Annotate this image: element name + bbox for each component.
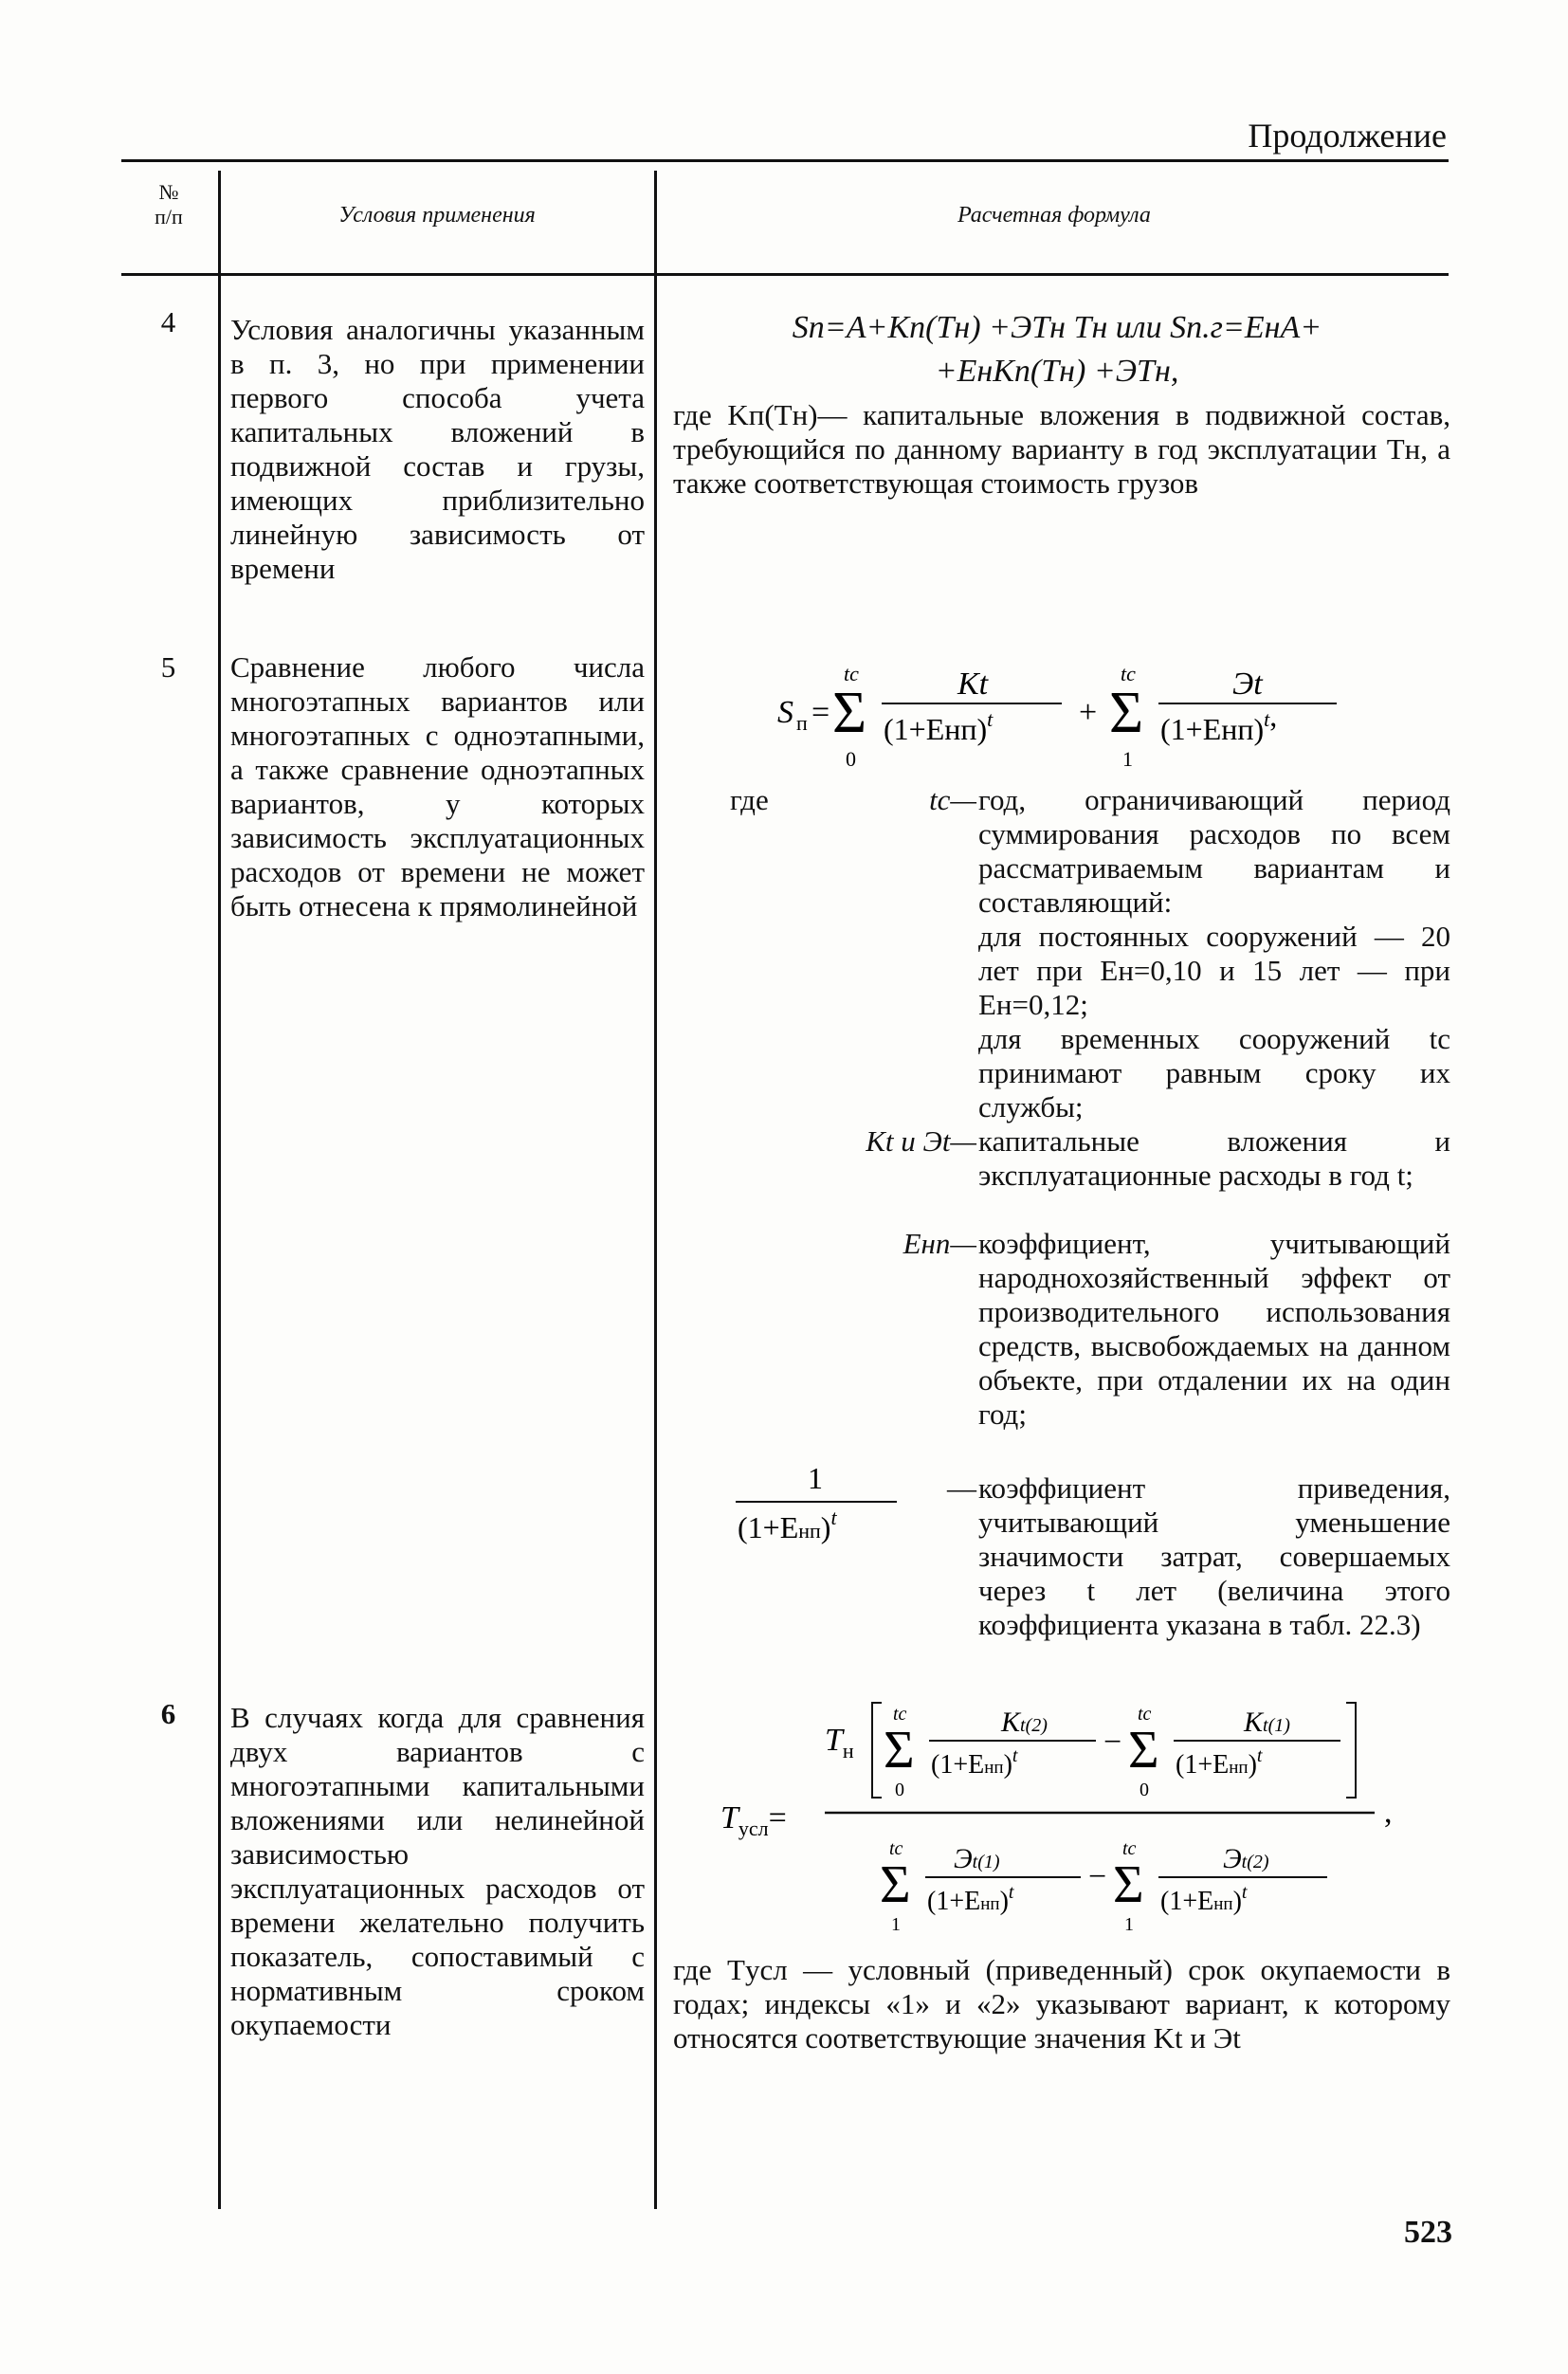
column-divider-1 <box>218 171 221 2209</box>
num-frac-2-num: Kt(1) <box>1244 1707 1290 1738</box>
row-5-number: 5 <box>160 650 176 684</box>
row-4-formula-line1: Sп=A+Kп(Tн) +ЭTн Tн или Sп.г=EнA+ <box>792 310 1322 345</box>
row-4-number: 4 <box>160 305 176 338</box>
def-kt-text: капитальные вложения и эксплуатационные расходы в год t; <box>978 1124 1450 1192</box>
row-4-formula-line2: +EнKп(Tн) +ЭTн, <box>935 354 1179 389</box>
header-number: № п/п <box>155 180 183 228</box>
def-temporary-text: для временных сооружений tс принимают равным сроку их службы; <box>978 1022 1450 1123</box>
row-5-formula <box>777 645 1365 777</box>
row-6-where: где Tусл — условный (приведенный) срок окупаемости в годах; индексы «1» и «2» указывают вариант, к которому относятся соответствующие значения Kt и Эt <box>673 1953 1450 2054</box>
den-frac-1-den: $(1+Eнп)^t$ <box>927 1882 1014 1916</box>
den-sum-2: Σ <box>1113 1855 1144 1914</box>
num-sum-2-upper: tс <box>1138 1704 1152 1725</box>
num-tn: $T_н$ <box>825 1723 854 1762</box>
table-header-rule <box>121 273 1449 276</box>
formula-plus: + <box>1079 695 1098 730</box>
trailing-comma: , <box>1384 1795 1393 1830</box>
den-sum-1-upper: tс <box>889 1838 903 1859</box>
den-sum-1: Σ <box>880 1855 911 1914</box>
row-6-number: 6 <box>160 1697 176 1730</box>
num-sum-2-lower: 0 <box>1140 1780 1149 1800</box>
row-6-formula <box>720 1693 1460 1949</box>
df-numerator: 1 <box>808 1461 823 1495</box>
def-enp-text: коэффициент, учитывающий народнохозяйственный эффект от производительного использования средств, высвобождаемых на данном объекте, при отдалении их на один год; <box>978 1227 1450 1431</box>
formula-equals: = <box>811 695 830 730</box>
num-frac-2-den: $(1+Eнп)^t$ <box>1176 1745 1263 1780</box>
sum-sign-2: Σ <box>1109 681 1144 745</box>
frac-1-den: $(1+Eнп)^t$ <box>884 707 994 746</box>
num-minus: − <box>1103 1725 1122 1760</box>
frac-2-den: $(1+Eнп)^t$, <box>1160 699 1278 746</box>
def-tc-term: tс— <box>929 783 976 816</box>
frac-2-num: Эt <box>1232 667 1263 702</box>
sum-1-upper: tс <box>844 662 859 685</box>
formula-lhs-sub: п <box>796 711 808 735</box>
frac-1-num: Kt <box>957 667 989 702</box>
discount-factor-fraction <box>730 1460 920 1564</box>
formula-lhs: S <box>777 695 793 730</box>
num-sum-2: Σ <box>1128 1721 1159 1780</box>
df-denominator: $(1+Eнп)^t$ <box>738 1506 837 1544</box>
def-kt-term: Kt и Эt— <box>866 1124 976 1158</box>
sum-2-upper: tс <box>1121 662 1136 685</box>
def-df-text: коэффициент приведения, учитывающий уменьшение значимости затрат, совершаемых через t лет (величина этого коэффициента указана в табл. 22.3) <box>978 1471 1450 1641</box>
header-formula: Расчетная формула <box>957 203 1151 228</box>
row-5-conditions: Сравнение любого числа многоэтапных вариантов или многоэтапных с одноэтапными, а также сравнение одноэтапных вариантов, у которых зависимость эксплуатационных расходов от времени не может быть отнесена к прямолинейной <box>230 650 645 922</box>
row-5-where-label: где <box>730 783 769 816</box>
den-frac-1-num: Эt(1) <box>954 1843 1000 1874</box>
num-frac-1-num: Kt(2) <box>1001 1707 1048 1738</box>
den-sum-2-upper: tс <box>1122 1838 1137 1859</box>
sum-1-lower: 0 <box>846 747 856 771</box>
row-4-conditions: Условия аналогичны указанным в п. 3, но при применении первого способа учета капитальных вложений в подвижной состав и грузы, имеющих приблизительно линейную зависимость от времени <box>230 313 645 585</box>
den-frac-2-den: $(1+Eнп)^t$ <box>1160 1882 1248 1916</box>
table-top-rule <box>121 159 1449 162</box>
row-4-where: где Kп(Tн)— капитальные вложения в подвижной состав, требующийся по данному варианту в год эксплуатации Tн, а также соответствующая стоимость грузов <box>673 398 1450 500</box>
num-sum-1: Σ <box>884 1721 915 1780</box>
column-divider-2 <box>654 171 657 2209</box>
def-tc-text: год, ограничивающий период суммирования расходов по всем рассматриваемым вариантам и составляющий: <box>978 783 1450 919</box>
tusl-lhs: $T_{усл}=$ <box>720 1800 787 1840</box>
bracket-left <box>872 1703 882 1798</box>
page-number: 523 <box>1404 2215 1452 2250</box>
num-sum-1-upper: tс <box>893 1704 907 1725</box>
sum-sign-1: Σ <box>832 681 867 745</box>
def-df-term: — <box>947 1471 976 1505</box>
row-6-conditions: В случаях когда для сравнения двух вариантов с многоэтапными капитальными вложениями или нелинейной зависимостью эксплуатационных расходов от времени желательно получить показатель, сопоставимый с нормативным сроком окупаемости <box>230 1701 645 2041</box>
sum-2-lower: 1 <box>1122 747 1133 771</box>
den-sum-1-lower: 1 <box>891 1914 901 1935</box>
continuation-label: Продолжение <box>1248 117 1447 155</box>
def-permanent-text: для постоянных сооружений — 20 лет при Eн=0,10 и 15 лет — при Eн=0,12; <box>978 920 1450 1021</box>
header-conditions: Условия применения <box>338 203 536 228</box>
den-frac-2-num: Эt(2) <box>1223 1843 1269 1874</box>
def-enp-term: Eнп— <box>903 1227 976 1260</box>
den-sum-2-lower: 1 <box>1124 1914 1134 1935</box>
num-sum-1-lower: 0 <box>895 1780 904 1800</box>
bracket-right <box>1346 1703 1356 1798</box>
den-minus: − <box>1088 1859 1107 1894</box>
num-frac-1-den: $(1+Eнп)^t$ <box>931 1745 1018 1780</box>
